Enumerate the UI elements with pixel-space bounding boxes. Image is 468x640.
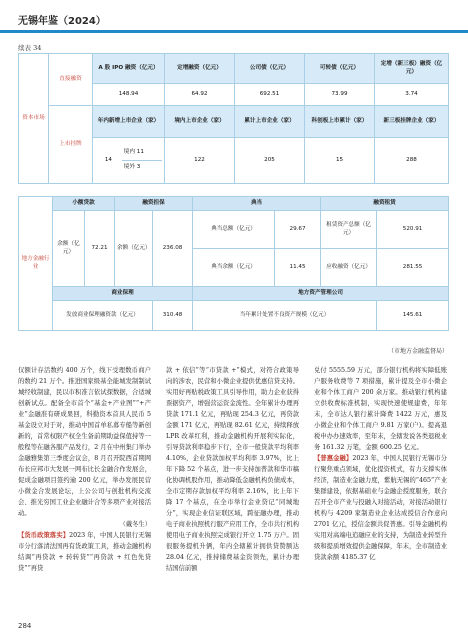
running-header: 无锡年鉴（2024） [18, 16, 106, 27]
column-3-tail: 2023 年，中国人民银行无锡市分行聚焦重点领域，优化提资机式，有力支撑实体经济，制造业金融力度，紫航无锡的“465”产业集群建设，依据基础业与金融企授度服务，联合召开全市产业与投融入对接活动，对接活动银行机构与 4209 家制造业企业达成授信合作意向 2701 亿元，授信金额共促普惠。引导金融机构实用对高端电追融应业的支持，为制造业转型升级和提质增效提供金融保障，年末，全市制造业贷款余额 4185.37 亿 [314, 455, 450, 561]
value-factoring: 310.48 [153, 301, 193, 331]
col-header-corporate-bond: 公司债（亿元） [235, 54, 305, 84]
cell-placement-value: 64.92 [165, 84, 235, 106]
cell-domestic-listed-value: 122 [165, 138, 235, 184]
column-1-paragraph: 仅额计存活数约 400 万个，线下受理数币商户的数约 21 万个。推进国家级基全能城发制制试城经收制建，民以市积准言依试探数据，合适城创新试点。配备全市首个“基金+产业图”“+产业”金融准有研成果回，科勤资本首具人民币 5 基金设立对于对，推动中国首单私募专船等新创新的，首常权限产权全生备前期助益保值持等一般程等在融各服产品发行，2 月在中州集门举办金融雅集第三季度会议会，8 月召开院西首期网布长应邦市大发展一网布比长金融合作发展会，促成金融项目签约逾 200 亿元，举办发展民营小微金合发展论坛，上公公司与创批机构交流会、推光穷国工业企业融计合等多项产业对接活动。 [18, 367, 154, 517]
value-amc: 145.61 [377, 301, 449, 331]
value-lease-assets: 520.91 [377, 211, 449, 249]
label-microloan-balance: 余额（亿元） [53, 211, 85, 287]
label-lease-receivable: 应收融资（亿元） [321, 249, 377, 287]
col-header-guarantee: 融资担保 [115, 197, 193, 211]
value-microloan-balance: 72.21 [85, 211, 115, 287]
cell-new-listed [93, 138, 165, 184]
col-header-new-listed: 年内新增上市企业（家） [93, 106, 165, 138]
col-header-private-placement: 定增融资（亿元） [165, 54, 235, 84]
col-header-star-market: 科创板上市累计（家） [305, 106, 375, 138]
section-label-local-finance: 地方金融行业 [19, 197, 53, 331]
value-lease-receivable: 281.55 [377, 249, 449, 287]
author-signature: （戴冬生） [119, 521, 151, 528]
col-header-amc: 地方资产管理公司 [193, 287, 449, 301]
page-number: 284 [18, 622, 32, 630]
header-rule [0, 30, 468, 33]
col-header-ipo: A 股 IPO 融资（亿元） [93, 54, 165, 84]
column-1-tail: 2023 年，中国人民银行无锡市分行落清法国再有货政策工具，推动金融机构结调“再贷款 + 转转贷”“再贷款 + 红色先贷贷”“再贷 [18, 532, 152, 572]
col-header-total-listed: 累计上市企业（家） [235, 106, 305, 138]
label-lease-assets: 租赁资产总额（亿元） [321, 211, 377, 249]
label-guarantee-balance: 余额（亿元） [115, 211, 153, 287]
column-3-paragraph: 兑付 5555.59 万元，部分银行机构将实障低账户服务收费等 7 项措施，累计提及全市小微企业和个体工商户 200 余万家。推动银行机构建立供收费标准机制，实现快速使规建费，年年末，全市达人银行累计降费 1422 万元，惠及小微企业和个体工商户 9.81 万家(户)。提高退税申办办速效率，至年末，全辖发说各类退税业务 161.32 万笔，金额 600.25 亿元。 [314, 367, 447, 451]
cell-new-listed-domestic: 境内 11 [122, 146, 162, 161]
col-header-neeq-financing: 定增（新三板）融资（亿元） [375, 54, 449, 84]
text-column-2 [166, 365, 302, 574]
value-pawn-total: 29.67 [275, 211, 321, 249]
label-pawn-total: 典当总额（亿元） [193, 211, 275, 249]
col-header-leasing: 融资租赁 [321, 197, 449, 211]
table-continued-label: 续表 34 [18, 44, 42, 52]
cell-neeq-value: 3.74 [375, 84, 449, 106]
capital-market-table [18, 53, 449, 184]
col-header-factoring: 商业保理 [53, 287, 193, 301]
section-heading-monetary-policy: 【货币政策落实】 [18, 532, 70, 539]
label-amc: 当年累计处置不良资产规模（亿元） [193, 301, 377, 331]
col-header-microloan: 小额贷款 [53, 197, 115, 211]
col-header-neeq-listed: 新三板挂牌企业（家） [375, 106, 449, 138]
cell-bond-value: 692.51 [235, 84, 305, 106]
cell-total-listed-value: 205 [235, 138, 305, 184]
cell-new-listed-total: 14 [104, 156, 112, 163]
table-source-note: （市地方金融监督局） [387, 348, 448, 355]
text-column-1 [18, 365, 154, 574]
row-label-direct-financing: 直接融资 [49, 54, 93, 106]
cell-convertible-value: 73.99 [305, 84, 375, 106]
row-label-listing: 上市挂牌 [49, 106, 93, 184]
col-header-convertible-bond: 可转债（亿元） [305, 54, 375, 84]
text-column-3 [314, 365, 450, 563]
value-guarantee-balance: 236.08 [153, 211, 193, 287]
section-heading-inclusive-finance: 【普惠金融】 [314, 455, 353, 462]
local-finance-table [18, 196, 449, 331]
column-2-paragraph: 款 + 依信”等“市贷款 +”模式，对符合政策导向的涉农，民营和小微企业提供优惠信贷支持。实用好再贴税政策工具引导作用，助力企业获得票据资产，增强营运资金流性。全年累计办理再贷款 171.1 亿元，再贴现 254.3 亿元，再贷款金额 171 亿元，再贴现 82.61 亿元，持续释放 LPR 改革红利，推动金融机构开展利实际化，引导贷款利率稳步下行，全市一般贷款平均利率 4.10%，企业贷款加权平均利率 3.97%，比上年下降 52 个基点，进一步支持加普款和华市稿化协调机股作用，推动降低金融机构负债成本，全市定期存款加权平均利率 2.16%，比上年下降 17 个基点，在全市举行金业贷记“同城地分”，实现企业信证联区域，跨征融办理，推动电子商业执照机行服产应用工作，全市共行机构使用电子商业执照完成银行开立 1.75 万户。固很服务提机升俩，年内全辖累计拥供贷赞额达 28.04 亿元，推持储费基金资领先，累计办理结国信前额 [166, 367, 302, 572]
cell-ipo-value: 148.94 [93, 84, 165, 106]
col-header-pawn: 典当 [193, 197, 321, 211]
value-pawn-balance: 11.45 [275, 249, 321, 287]
cell-new-listed-overseas: 境外 3 [123, 164, 141, 170]
cell-neeq-listed-value: 288 [375, 138, 449, 184]
label-pawn-balance: 典当余额（亿元） [193, 249, 275, 287]
col-header-domestic-listed: 境内上市企业（家） [165, 106, 235, 138]
label-factoring: 发放商业保理融资款（亿元） [53, 301, 153, 331]
section-label-capital-market: 资本市场 [19, 54, 49, 184]
cell-star-market-value: 15 [305, 138, 375, 184]
